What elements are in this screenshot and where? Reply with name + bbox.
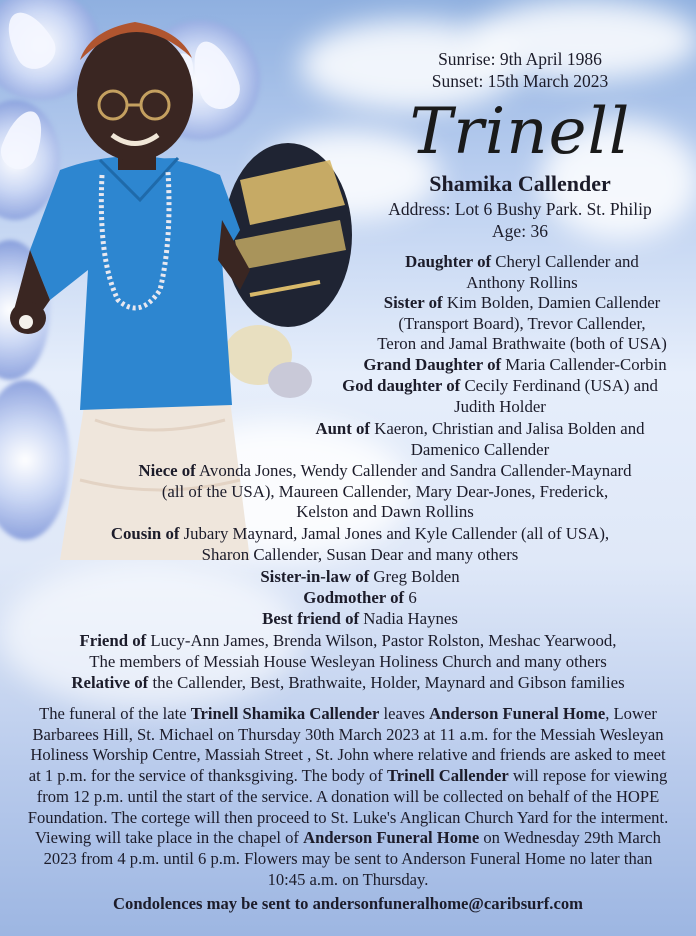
relation-line [270,440,690,461]
relation-label: Daughter of [405,252,492,271]
relation-line [315,376,685,397]
relation-line [60,524,660,545]
relation-line [270,419,690,440]
relation-label: Sister-in-law of [260,567,370,586]
relation-line [360,293,684,314]
dates-block [395,48,645,92]
relation-label: Friend of [79,631,147,650]
text-span: Kim Bolden, Damien Callender [442,293,661,312]
relation-sister [360,293,684,355]
text-span: The funeral of the late [39,704,191,723]
text-span: Lucy-Ann James, Brenda Wilson, Pastor Rolston, Meshac Yearwood, [146,631,617,650]
text-span: Kaeron, Christian and Jalisa Bolden and [370,419,645,438]
relation-line [20,652,676,673]
text-span: Kelston and Dawn Rollins [296,502,474,521]
first-name-script: Trinell [409,95,631,169]
relation-line [100,502,670,523]
text-span: Judith Holder [454,396,546,416]
relation-cousin [60,524,660,565]
relation-goddaughter [315,376,685,417]
relation-relative [20,673,676,694]
relation-sister-in-law [100,567,620,588]
relation-friend [20,631,676,672]
sunset-date: Sunset: 15th March 2023 [431,71,609,91]
text-span: Greg Bolden [369,567,460,586]
relation-line [360,334,684,355]
relation-label: Trinell Callender [386,766,509,786]
relation-label: Sister of [383,293,443,312]
relation-label: Anderson Funeral Home [429,704,606,723]
text-span: Nadia Haynes [359,609,458,628]
text-span: Anthony Rollins [466,272,578,292]
relation-niece [100,461,670,523]
text-span: on Wednesday 29th March 2023 from 4 p.m. until 6 p.m. Flowers may be sent to Anderson Funeral Home no later than 10:45 a.m. on Thursday. [43,828,661,889]
relation-line [20,673,676,694]
funeral-notice [24,704,672,890]
relation-line [100,567,620,588]
relation-label: Anderson Funeral Home [303,828,480,848]
text-span: Jubary Maynard, Jamal Jones and Kyle Callender (all of USA), [179,524,610,543]
text-span: Teron and Jamal Brathwaite (both of USA) [377,334,667,353]
age: Age: 36 [492,221,548,241]
text-span: 6 [404,588,417,607]
relation-daughter [360,252,684,293]
full-name: Shamika Callender [429,171,611,196]
text-span: The members of Messiah House Wesleyan Holiness Church and many others [89,651,607,671]
relation-line [60,545,660,566]
relation-label: Best friend of [262,609,360,628]
condolences-line: Condolences may be sent to andersonfuneralhome@caribsurf.com [113,894,583,913]
relation-label: Relative of [71,673,149,692]
relation-label: Grand Daughter of [363,355,502,374]
relation-line [100,609,620,630]
relation-line [20,631,676,652]
relation-line [315,397,685,418]
text-span: Cecily Ferdinand (USA) and [460,376,658,395]
sunrise-date: Sunrise: 9th April 1986 [438,49,602,69]
text-span: Maria Callender-Corbin [501,355,667,374]
text-span: the Callender, Best, Brathwaite, Holder, Maynard and Gibson families [148,673,625,692]
text-span: (all of the USA), Maureen Callender, Mary Dear-Jones, Frederick, [161,481,609,501]
text-span: will repose for viewing from 12 p.m. until the start of the service. A donation will be collected on behalf of the HOPE Foundation. The cortege will then proceed to St. Luke's Anglican Church Yard for the interment. Viewing will take place in the chapel of [27,766,669,848]
relation-label: Cousin of [110,524,180,543]
text-span: Cheryl Callender and [491,252,639,271]
relation-line [360,273,684,294]
relation-label: Niece of [138,461,196,480]
relation-line [100,588,620,609]
relation-line [360,314,684,335]
address: Address: Lot 6 Bushy Park. St. Philip [388,199,652,219]
text-span: (Transport Board), Trevor Callender, [398,313,646,333]
relation-line [360,252,684,273]
relation-aunt [270,419,690,460]
relation-line [100,482,670,503]
text-span: Sharon Callender, Susan Dear and many others [201,544,519,564]
text-span: , Lower Barbarees Hill, St. Michael on Thursday 30th March 2023 at 11 a.m. for the Messiah Wesleyan Holiness Worship Centre, Massiah Street , St. John where relative and friends are asked to meet at 1 p.m. for the service of thanksgiving. The body of [28,704,666,786]
relation-label: Aunt of [315,419,371,438]
relation-granddaughter [340,355,690,376]
relation-godmother [100,588,620,609]
relation-best-friend [100,609,620,630]
text-span: leaves [379,704,430,723]
relation-line [100,461,670,482]
relation-label: Trinell Shamika Callender [190,704,380,723]
relation-label: Godmother of [303,588,405,607]
text-span: Avonda Jones, Wendy Callender and Sandra Callender-Maynard [195,461,632,480]
text-span: Damenico Callender [410,439,550,459]
relation-line [340,355,690,376]
relation-label: God daughter of [342,376,461,395]
